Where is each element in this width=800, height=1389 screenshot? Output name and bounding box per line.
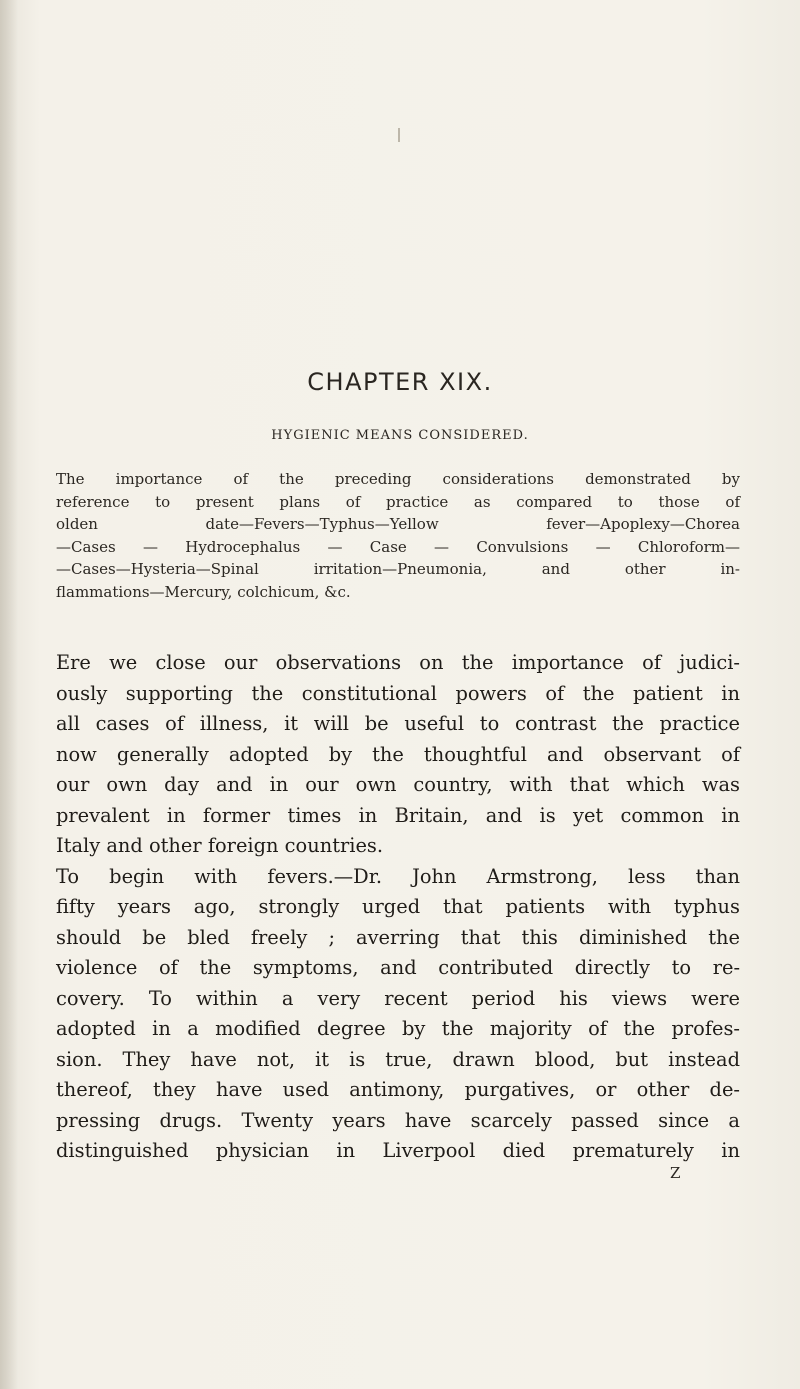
chapter-summary xyxy=(56,468,740,604)
body-line: ously supporting the constitutional powers of the patient in xyxy=(56,681,740,705)
summary-line: olden date—Fevers—Typhus—Yellow fever—Apoplexy—Chorea xyxy=(56,515,740,534)
body-line: fifty years ago, strongly urged that patients with typhus xyxy=(56,895,740,918)
spine-shadow xyxy=(0,0,18,1389)
summary-line: flammations—Mercury, colchicum, &c. xyxy=(56,582,351,601)
section-heading: HYGIENIC MEANS CONSIDERED. xyxy=(271,428,529,443)
body-line: all cases of illness, it will be useful to contrast the practice xyxy=(56,712,740,735)
body-line: prevalent in former times in Britain, and is yet common in xyxy=(56,803,740,827)
chapter-title: CHAPTER XIX. xyxy=(307,368,493,396)
body-line: Italy and other foreign countries. xyxy=(56,834,384,857)
body-line: adopted in a modified degree by the majority of the profes- xyxy=(56,1017,740,1040)
body-line: pressing drugs. Twenty years have scarcely passed since a xyxy=(56,1108,740,1132)
body-text xyxy=(56,648,740,1167)
body-line: covery. To within a very recent period his views were xyxy=(56,986,740,1010)
body-line: To begin with fevers.—Dr. John Armstrong, less than xyxy=(56,864,740,888)
summary-line: reference to present plans of practice as compared to those of xyxy=(56,492,740,511)
summary-line: —Cases—Hysteria—Spinal irritation—Pneumonia, and other in- xyxy=(56,560,740,579)
body-line: violence of the symptoms, and contributed directly to re- xyxy=(56,956,740,979)
paper-speck xyxy=(398,128,400,142)
body-line: our own day and in our own country, with that which was xyxy=(56,773,740,796)
summary-line: The importance of the preceding considerations demonstrated by xyxy=(56,470,740,488)
body-line: distinguished physician in Liverpool died prematurely in xyxy=(56,1139,740,1162)
summary-line: —Cases — Hydrocephalus — Case — Convulsions — Chloroform— xyxy=(56,537,740,556)
body-line: thereof, they have used antimony, purgatives, or other de- xyxy=(56,1078,740,1101)
body-line: now generally adopted by the thoughtful and observant of xyxy=(56,742,740,766)
signature-mark: Z xyxy=(670,1164,681,1182)
body-line: Ere we close our observations on the importance of judici- xyxy=(56,651,740,674)
body-line: sion. They have not, it is true, drawn blood, but instead xyxy=(56,1047,740,1071)
body-line: should be bled freely ; averring that this diminished the xyxy=(56,925,740,949)
